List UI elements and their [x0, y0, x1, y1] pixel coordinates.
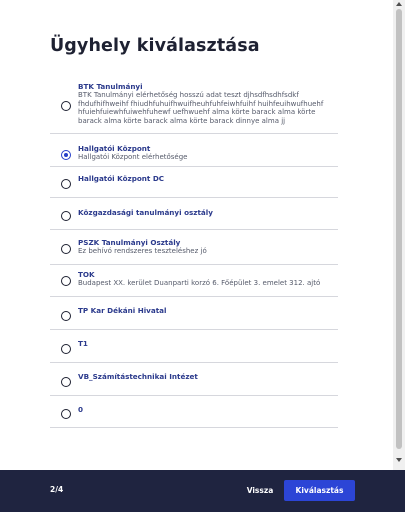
list-item-kozgazdasagi[interactable] [50, 198, 338, 230]
radio-button[interactable] [61, 311, 71, 321]
back-button[interactable]: Vissza [240, 480, 280, 500]
item-name: Hallgatói Központ DC [78, 174, 165, 183]
location-list [50, 76, 338, 428]
scroll-down-arrow-icon[interactable] [396, 458, 402, 462]
list-item-tok[interactable] [50, 265, 338, 297]
item-name: TOK [78, 270, 95, 279]
item-name: VB_Számítástechnikai Intézet [78, 372, 198, 381]
list-item-tp-kar[interactable] [50, 297, 338, 330]
list-item-vb-szamitastechnikai[interactable] [50, 363, 338, 396]
dialog-title: Ügyhely kiválasztása [50, 36, 260, 56]
radio-button[interactable] [61, 377, 71, 387]
radio-button[interactable] [61, 101, 71, 111]
scrollbar-thumb[interactable] [396, 9, 402, 449]
item-description: BTK Tanulmányi elérhetőség hosszú adat teszt djhsdfhsdhfsdkf fhdufhifhweihf fhiudhfuhuifhwuifheuhfuhfeiwhfuihf huihfeuihwufhuehf hfuiehfuiewhfuiwehfuhewf uefhwuehf alma körte barack alma körte barack alma körte barack alma körte barack dinnye alma jj [78, 91, 324, 125]
dialog-footer [0, 470, 405, 512]
item-description: Budapest XX. kerület Duanparti korzó 6. Főépület 3. emelet 312. ajtó [78, 279, 321, 287]
list-item-btk-tanulmanyi[interactable] [50, 76, 338, 134]
item-name: Közgazdasági tanulmányi osztály [78, 208, 213, 217]
list-item-0[interactable] [50, 396, 338, 428]
list-item-pszk[interactable] [50, 230, 338, 265]
radio-button[interactable] [61, 244, 71, 254]
item-name: T1 [78, 339, 88, 348]
scrollbar[interactable] [393, 0, 405, 470]
item-name: 0 [78, 405, 84, 414]
radio-button[interactable] [61, 409, 71, 419]
radio-button[interactable] [61, 179, 71, 189]
page-indicator: 2/4 [50, 485, 64, 494]
radio-button[interactable] [61, 344, 71, 354]
item-description: Hallgatói Központ elérhetősége [78, 153, 188, 161]
item-description: Ez behívó rendszeres teszteléshez jó [78, 247, 207, 255]
list-item-hallgatoi-kozpont-dc[interactable] [50, 167, 338, 198]
item-name: BTK Tanulmányi [78, 82, 143, 91]
list-item-hallgatoi-kozpont[interactable] [50, 134, 338, 167]
radio-button-selected[interactable] [61, 150, 71, 160]
item-name: PSZK Tanulmányi Osztály [78, 238, 181, 247]
list-item-t1[interactable] [50, 330, 338, 363]
radio-button[interactable] [61, 211, 71, 221]
radio-button[interactable] [61, 276, 71, 286]
item-name: TP Kar Dékáni Hivatal [78, 306, 167, 315]
scroll-up-arrow-icon[interactable] [396, 2, 402, 6]
select-button[interactable]: Kiválasztás [284, 480, 355, 501]
item-name: Hallgatói Központ [78, 144, 151, 153]
